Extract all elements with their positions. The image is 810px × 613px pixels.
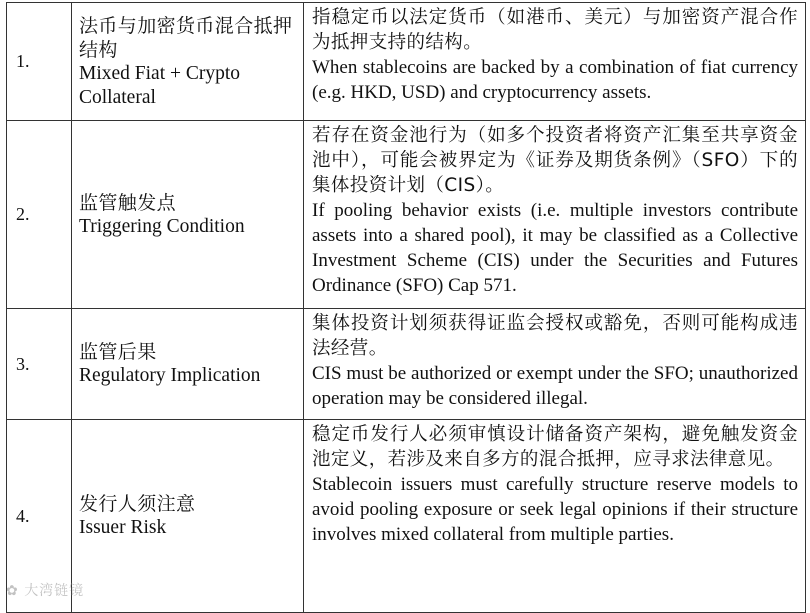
term-chinese: 监管触发点 (79, 191, 177, 214)
watermark-logo (6, 580, 84, 600)
term-english: Mixed Fiat + Crypto Collateral (79, 62, 241, 108)
description-english: CIS must be authorized or exempt under the SFO; unauthorized operation may be considered illegal. (312, 363, 798, 409)
term-chinese: 监管后果 (79, 341, 157, 363)
description-chinese: 稳定币发行人必须审慎设计储备资产架构，避免触发资金池定义，若涉及来自多方的混合抵押，应寻求法律意见。 (312, 424, 798, 470)
description-english: When stablecoins are backed by a combination of fiat currency (e.g. HKD, USD) and cryptocurrency assets. (312, 57, 798, 103)
row-number: 2. (7, 121, 72, 309)
table-row (7, 420, 806, 613)
description-cell (304, 3, 806, 121)
table-row (7, 309, 806, 420)
term-chinese: 发行人须注意 (79, 493, 196, 515)
term-cell (72, 121, 304, 309)
description-chinese: 指稳定币以法定货币（如港币、美元）与加密资产混合作为抵押支持的结构。 (312, 7, 798, 53)
row-number: 3. (7, 309, 72, 420)
description-chinese: 若存在资金池行为（如多个投资者将资产汇集至共享资金池中），可能会被界定为《证券及期货条例》（SFO）下的集体投资计划（CIS）。 (312, 125, 798, 196)
table-row (7, 121, 806, 309)
description-chinese: 集体投资计划须获得证监会授权或豁免，否则可能构成违法经营。 (312, 313, 798, 359)
description-cell (304, 309, 806, 420)
term-cell (72, 420, 304, 613)
description-english: If pooling behavior exists (i.e. multiple investors contribute assets into a shared pool), it may be classified as a Collective Investment Scheme (CIS) under the Securities and Futures Ordinance (SFO) Cap 571. (312, 200, 798, 296)
term-english: Triggering Condition (79, 215, 245, 237)
term-english: Regulatory Implication (79, 365, 261, 386)
row-number: 4. (7, 420, 72, 613)
watermark-text: 大湾链镜 (24, 583, 85, 599)
term-cell (72, 3, 304, 121)
term-english: Issuer Risk (79, 517, 167, 538)
term-chinese: 法币与加密货币混合抵押结构 (79, 14, 293, 61)
row-number: 1. (7, 3, 72, 121)
table-row (7, 3, 806, 121)
definitions-table (6, 2, 806, 613)
description-english: Stablecoin issuers must carefully structure reserve models to avoid pooling exposure or seek legal opinions if their structure involves mixed collateral from multiple parties. (312, 474, 798, 545)
watermark-icon: ✿ (6, 583, 19, 599)
description-cell (304, 121, 806, 309)
term-cell (72, 309, 304, 420)
description-cell (304, 420, 806, 613)
